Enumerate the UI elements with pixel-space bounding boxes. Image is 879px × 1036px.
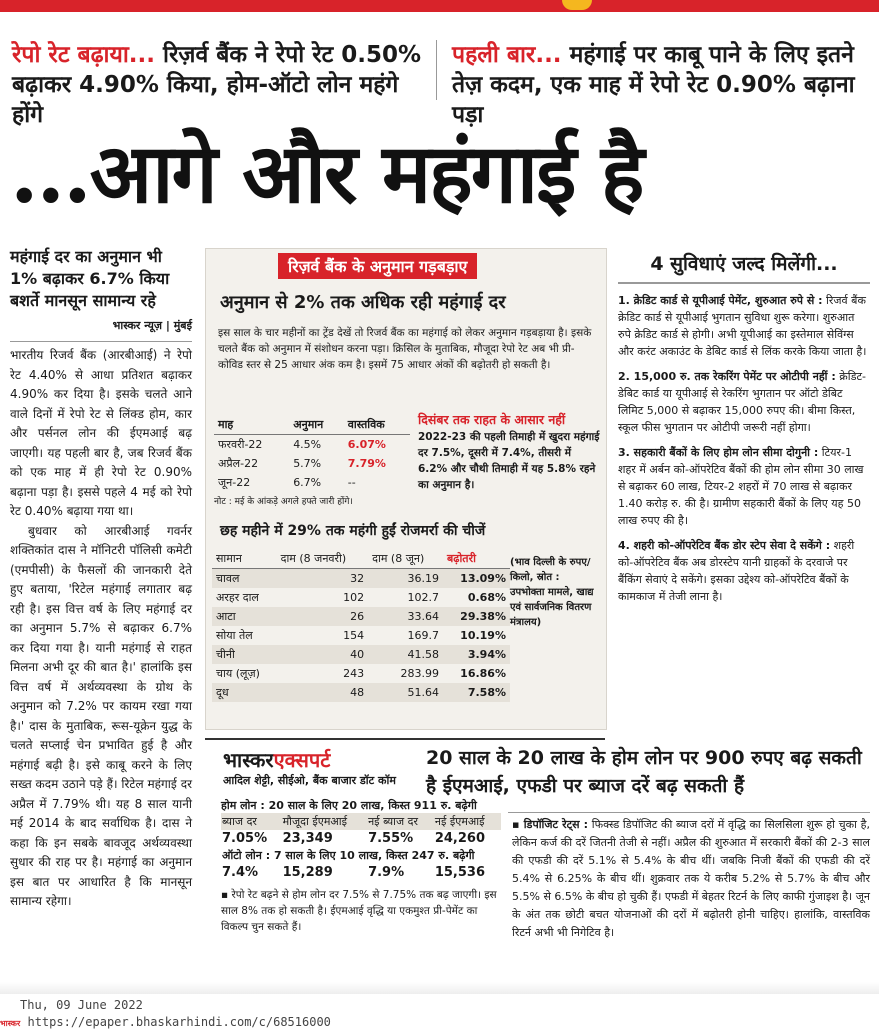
expert-headline: 20 साल के 20 लाख के होम लोन पर 900 रुपए बढ़ सकती है ईएमआई, एफडी पर ब्याज दरें बढ़ सकती हैं bbox=[426, 747, 862, 797]
table-row bbox=[212, 569, 510, 589]
top-red-strip bbox=[0, 0, 879, 12]
col-header: वास्तविक bbox=[344, 415, 410, 435]
right-column bbox=[618, 250, 870, 605]
col-header: ब्याज दर bbox=[222, 815, 257, 828]
col-header: बढ़ोतरी bbox=[443, 549, 510, 569]
home-loan-title: होम लोन : 20 साल के लिए 20 लाख, किस्त 911 रु. बढ़ेगी bbox=[221, 799, 477, 812]
kicker-divider bbox=[436, 40, 437, 100]
december-title: दिसंबर तक राहत के आसार नहीं bbox=[418, 412, 566, 427]
table-cell: 36.19 bbox=[368, 569, 443, 589]
table-cell: -- bbox=[347, 476, 356, 489]
table-row bbox=[214, 473, 410, 492]
table-cell: 15,289 bbox=[282, 865, 333, 880]
auto-loan-title: ऑटो लोन : 7 साल के लिए 10 लाख, किस्त 247 रु. बढ़ेगी bbox=[222, 849, 475, 862]
prices-table bbox=[212, 549, 510, 702]
table-cell: 51.64 bbox=[368, 683, 443, 702]
table-row bbox=[212, 645, 510, 664]
feature-item bbox=[618, 537, 870, 605]
table-cell: 0.68% bbox=[467, 591, 506, 604]
loan-table bbox=[221, 813, 501, 881]
table-cell: 23,349 bbox=[282, 831, 333, 846]
table-cell: 169.7 bbox=[407, 629, 439, 642]
top-right-kicker bbox=[452, 40, 872, 130]
feature-text: क्रेडिट-डेबिट कार्ड या यूपीआई से रेकरिंग भुगतान पर ऑटो डेबिट लिमिट 5,000 से बढ़ाकर 15,000 रुपए की। बीमा किस्त, स्कूल फीस भुगतान पर ओटीपी जरूरी नहीं होगा। bbox=[618, 370, 866, 434]
kicker-text: रिज़र्व बैंक ने रेपो रेट 0.50% बढ़ाकर 4.90% किया, होम-ऑटो लोन महंगे होंगे bbox=[12, 42, 422, 128]
feature-item bbox=[618, 292, 870, 360]
table-row bbox=[212, 626, 510, 645]
rbi-estimate-card bbox=[205, 248, 607, 730]
table-row bbox=[214, 435, 410, 455]
feature-text: टियर-1 शहर में अर्बन को-ऑपरेटिव बैंकों की होम लोन सीमा 30 लाख से बढ़ाकर 60 लाख, टियर-2 शहरों में 70 लाख से बढ़ाकर 1.40 करोड़ रु. की है। ग्रामीण सहकारी बैंकों के लिए यह 50 लाख रुपए की है। bbox=[618, 446, 864, 527]
table-cell: सोया तेल bbox=[216, 629, 253, 642]
table-cell: अरहर दाल bbox=[216, 591, 259, 604]
december-text: 2022-23 की पहली तिमाही में खुदरा महंगाई दर 7.5%, दूसरी में 7.4%, तीसरी में 6.2% और चौथी तिमाही में यह 5.8% रहने का अनुमान है। bbox=[418, 431, 600, 491]
right-heading: 4 सुविधाएं जल्द मिलेंगी... bbox=[618, 250, 870, 284]
col-header: मौजूदा ईएमआई bbox=[282, 815, 348, 828]
col-header: अनुमान bbox=[289, 415, 344, 435]
col-header: माह bbox=[214, 415, 289, 435]
card-intro: इस साल के चार महीनों का ट्रेंड देखें तो रिजर्व बैंक का महंगाई को लेकर अनुमान गड़बड़ाया है। इसके चलते बैंक को अनुमान में संशोधन करना पड़ा। क्रिसिल के मुताबिक, मौजूदा रेपो रेट अब भी प्री-कोविड स्तर से 25 आधार अंक कम है। इसमें 75 आधार अंकों की बढ़ोतरी हो सकती है। bbox=[218, 327, 592, 371]
table-cell: 102.7 bbox=[407, 591, 439, 604]
table-cell: 5.7% bbox=[293, 457, 322, 470]
table-cell: 26 bbox=[277, 607, 369, 626]
feature-title: 3. सहकारी बैंकों के लिए होम लोन सीमा दोगुनी : bbox=[618, 446, 819, 459]
table-cell: चाय (लूज़) bbox=[216, 667, 260, 680]
feature-title: 2. 15,000 रु. तक रेकरिंग पेमेंट पर ओटीपी नहीं : bbox=[618, 370, 836, 383]
table-cell: 40 bbox=[277, 645, 369, 664]
table-cell: 41.58 bbox=[368, 645, 443, 664]
table-cell: 33.64 bbox=[368, 607, 443, 626]
feature-text: रिजर्व बैंक क्रेडिट कार्ड से यूपीआई भुगतान सुविधा शुरू करेगा। शुरुआत रुपे क्रेडिट कार्ड से होगी। अभी यूपीआई का इस्तेमाल सेविंग्स और करंट अकाउंट के डेबिट कार्ड से लिंक करके किया जाता है। bbox=[618, 294, 867, 358]
byline: भास्कर न्यूज़ | मुंबई bbox=[112, 319, 192, 332]
feature-title: 1. क्रेडिट कार्ड से यूपीआई पेमेंट, शुरुआत रुपे से : bbox=[618, 294, 823, 307]
table-cell: 7.05% bbox=[222, 831, 268, 846]
table-cell: 13.09% bbox=[443, 569, 510, 589]
table-cell: 16.86% bbox=[460, 667, 506, 680]
col-header: सामान bbox=[212, 549, 277, 569]
table-row bbox=[212, 664, 510, 683]
estimate-table bbox=[214, 415, 410, 492]
next-story-strip bbox=[0, 982, 879, 994]
left-paragraph-1: भारतीय रिजर्व बैंक (आरबीआई) ने रेपो रेट 4.40% से आधा प्रतिशत बढ़ाकर 4.90% कर दिया है। इसके चलते आने वाले दिनों में रेपो रेट से लिंक्ड होम, कार और पर्सनल लोन की ईएमआई बढ़ जाएगी। यह पहली बार है, जब रिजर्व बैंक को एक माह में ही रेपो रेट 0.90% बढ़ाना पड़ा है। इससे पहले 4 मई को रेपो रेट 0.40% बढ़ाया गया था। bbox=[10, 348, 192, 518]
table-row bbox=[212, 683, 510, 702]
expert-note: ▪ रेपो रेट बढ़ने से होम लोन दर 7.5% से 7.75% तक बढ़ जाएगी। इस साल 8% तक हो सकती है। ईएमआई वृद्धि या एकमुश्त प्री-पेमेंट का विकल्प चुन सकते हैं। bbox=[221, 889, 497, 933]
col-header: दाम (8 जनवरी) bbox=[277, 549, 369, 569]
table-note: नोट : मई के आंकड़े अगले हफ्ते जारी होंगे। bbox=[214, 497, 353, 507]
table-cell: अप्रैल-22 bbox=[218, 457, 259, 470]
main-headline: ...आगे और महंगाई है bbox=[10, 126, 643, 222]
kicker-label: पहली बार... bbox=[452, 42, 562, 68]
expert-person: आदिल शेट्टी, सीईओ, बैंक बाजार डॉट कॉम bbox=[223, 774, 396, 787]
table-cell: 102 bbox=[343, 591, 365, 604]
page-footer bbox=[0, 997, 879, 1032]
left-paragraph-2: बुधवार को आरबीआई गवर्नर शक्तिकांत दास ने मॉनिटरी पॉलिसी कमेटी (एमपीसी) के फैसलों की जानकारी देते हुए बताया, 'रिटेल महंगाई लगातार बढ़ रही है। इस वित्त वर्ष के लिए महंगाई दर का अनुमान 5.7% से बढ़ाकर 6.7% कर दिया गया है। यानी महंगाई से राहत मिलना अभी दूर की बात है।' हालांकि इस वित्त वर्ष में अर्थव्यवस्था के ग्रोथ के अनुमान को 7.2% पर कायम रखा गया है।' दास के मुताबिक, रूस-यूक्रेन युद्ध के चलते सप्लाई चेन प्रभावित हुई है और महंगाई बढ़ी है। इसे काबू करने के लिए सख्त कदम उठाने पड़े हैं। रिटेल महंगाई दर अप्रैल में 7.79% थी। यह 8 साल यानी मई 2014 के बाद सर्वाधिक है। दास ने कहा कि इन सबके बावजूद अर्थव्यवस्था सुधार की राह पर है। महंगाई का अनुमान इस बात पर आधारित है कि मानसून सामान्य रहेगा। bbox=[10, 523, 192, 908]
table-cell: 4.5% bbox=[293, 438, 322, 451]
table-cell: दूध bbox=[212, 683, 277, 702]
table-cell: 15,536 bbox=[434, 865, 486, 880]
table-row bbox=[212, 588, 510, 607]
card-banner: रिज़र्व बैंक के अनुमान गड़बड़ाए bbox=[278, 253, 477, 279]
estimate-table-wrap bbox=[214, 415, 414, 507]
table-cell: 154 bbox=[343, 629, 365, 642]
footer-brand: भास्कर bbox=[0, 1019, 21, 1028]
table-cell: चीनी bbox=[212, 645, 277, 664]
table-cell: 7.55% bbox=[368, 831, 414, 846]
prices-title: छह महीने में 29% तक महंगी हुईं रोजमर्रा की चीजें bbox=[220, 523, 486, 539]
table-cell: चावल bbox=[212, 569, 277, 589]
table-cell: 48 bbox=[277, 683, 369, 702]
deposit-text: फिक्स्ड डिपॉजिट की ब्याज दरों में वृद्धि का सिलसिला शुरू हो चुका है, लेकिन कर्ज की दरें जितनी तेजी से नहीं। अप्रैल की शुरुआत में सरकारी बैंकों की 2-3 साल की एफडी की दरें 5.1% से 5.4% के बीच थीं। जबकि निजी बैंकों की एफडी की दरें 5.4% से 6.25% के बीच थीं। शुक्रवार तक ये करीब 5.2% से 5.7% के बीच और 5.5% से 6.5% के बीच हो चुकी हैं। एफडी में बेहतर रिटर्न के लिए काफी गुंजाइश है। जून के अंत तक छोटी बचत योजनाओं की दरों में बढ़ोतरी होनी चाहिए। हालांकि, वास्तविक रिटर्न अभी भी निगेटिव है। bbox=[512, 818, 870, 939]
left-column-heading: महंगाई दर का अनुमान भी 1% बढ़ाकर 6.7% किया बशर्ते मानसून सामान्य रहे bbox=[10, 247, 170, 310]
feature-item bbox=[618, 368, 870, 436]
table-row bbox=[212, 607, 510, 626]
logo-red: एक्सपर्ट bbox=[273, 748, 331, 772]
table-cell: 32 bbox=[277, 569, 369, 589]
card-title: अनुमान से 2% तक अधिक रही महंगाई दर bbox=[220, 292, 506, 313]
table-cell: 6.07% bbox=[347, 438, 386, 451]
col-header: दाम (8 जून) bbox=[368, 549, 443, 569]
footer-url: https://epaper.bhaskarhindi.com/c/68516000 bbox=[27, 1015, 331, 1029]
table-cell: 10.19% bbox=[460, 629, 506, 642]
divider bbox=[10, 341, 192, 342]
kicker-text: महंगाई पर काबू पाने के लिए इतने तेज़ कदम, एक माह में रेपो रेट 0.90% बढ़ाना पड़ा bbox=[452, 42, 855, 128]
top-left-kicker bbox=[12, 40, 422, 130]
table-cell: 283.99 bbox=[400, 667, 439, 680]
table-cell: 24,260 bbox=[434, 831, 486, 846]
col-header: नई ईएमआई bbox=[434, 815, 485, 828]
table-cell: फरवरी-22 bbox=[218, 438, 263, 451]
table-cell: 7.79% bbox=[347, 457, 386, 470]
left-column bbox=[10, 246, 192, 912]
table-cell: 7.58% bbox=[443, 683, 510, 702]
deposit-divider bbox=[508, 812, 870, 813]
deposit-title: ▪ डिपॉजिट रेट्स : bbox=[512, 818, 589, 831]
logo-dark: भास्कर bbox=[223, 748, 274, 772]
table-cell: 29.38% bbox=[443, 607, 510, 626]
table-cell: 243 bbox=[343, 667, 365, 680]
table-cell: आटा bbox=[212, 607, 277, 626]
footer-date: Thu, 09 June 2022 bbox=[20, 998, 143, 1012]
feature-title: 4. शहरी को-ऑपरेटिव बैंक डोर स्टेप सेवा दे सकेंगे : bbox=[618, 539, 831, 552]
table-cell: 7.4% bbox=[222, 865, 259, 880]
kicker-label: रेपो रेट बढ़ाया... bbox=[12, 42, 155, 68]
table-cell: 6.7% bbox=[293, 476, 322, 489]
feature-text: शहरी को-ऑपरेटिव बैंक अब डोरस्टेप यानी ग्राहकों के दरवाजे पर बैंकिंग सेवाएं दे सकेंगे। इसका उद्देश्य को-ऑपरेटिव बैंकों के कामकाज में तेजी लाना है। bbox=[618, 539, 855, 603]
table-cell: 7.9% bbox=[368, 865, 405, 880]
col-header: नई ब्याज दर bbox=[368, 815, 418, 828]
table-cell: जून-22 bbox=[218, 476, 251, 489]
table-row bbox=[214, 454, 410, 473]
prices-source-note: (भाव दिल्ली के रुपए/किलो, स्रोत : उपभोक्ता मामले, खाद्य एवं सार्वजनिक वितरण मंत्रालय) bbox=[510, 557, 594, 628]
feature-item bbox=[618, 444, 870, 529]
december-box bbox=[418, 411, 600, 493]
table-cell: 3.94% bbox=[443, 645, 510, 664]
deposit-rates bbox=[512, 816, 870, 942]
